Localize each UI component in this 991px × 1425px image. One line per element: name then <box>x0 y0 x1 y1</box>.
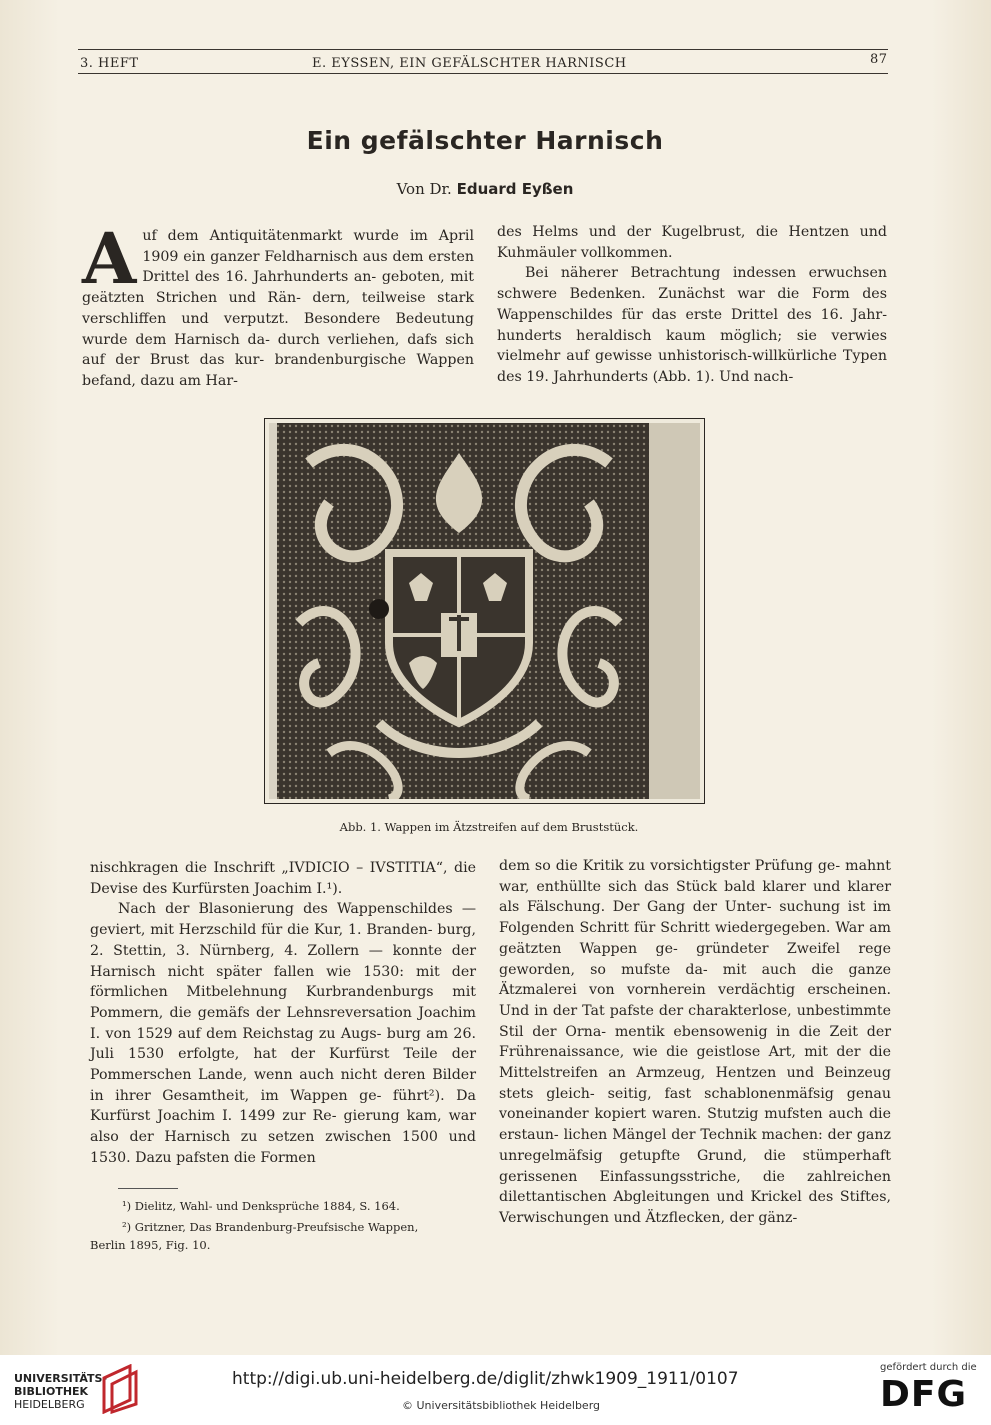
column-bottom-left <box>90 858 476 1169</box>
text-line: ersten Drittel des 16. Jahrhunderts an- <box>142 248 474 286</box>
byline <box>0 180 970 198</box>
funding-label: gefördert durch die <box>880 1362 977 1373</box>
text-line: mit Pommern, die gemäfs der Lehnsreversation <box>90 984 476 1021</box>
text-line: hunderts heraldisch kaum möglich; sie verwies <box>497 327 887 344</box>
drop-cap: A <box>82 217 137 300</box>
paragraph <box>497 222 887 263</box>
text-line: burg am 26. Juli 1530 erfolgte, hat der Kurfürst <box>90 1025 476 1063</box>
library-line-1: UNIVERSITÄTS- <box>14 1372 108 1385</box>
text-line: geboten, mit geätzten Strichen und Rän- <box>82 269 474 307</box>
library-line-3: HEIDELBERG <box>14 1398 85 1411</box>
text-line: der charakterlose, unbestimmte Stil der Orna- <box>499 1002 891 1040</box>
footnote-rule <box>118 1188 178 1189</box>
text-line: mentik ebensowenig in die Zeit der Frührenaissance, <box>499 1023 891 1061</box>
byline-prefix: Von Dr. <box>396 180 452 198</box>
paragraph <box>90 899 476 1168</box>
text-line: führt²). Da Kurfürst Joachim I. 1499 zur Re- <box>90 1087 476 1125</box>
column-top-left <box>82 217 475 392</box>
copyright-notice: © Universitätsbibliothek Heidelberg <box>402 1399 601 1412</box>
text-line: durch verliehen, dafs sich auf der Brust das kur- <box>82 331 475 369</box>
paragraph-intro <box>82 217 475 392</box>
text-line: des Helms und der Kugelbrust, die Hentzen und <box>497 224 887 240</box>
text-line: unregelmäfsig getupfte Grund, die stümperhaft <box>499 1147 891 1164</box>
header-rule-bottom <box>78 73 888 74</box>
paragraph <box>90 858 476 899</box>
column-bottom-right <box>499 856 891 1229</box>
text-line: deren Bilder in ihrer Gesamtheit, im Wappen ge- <box>90 1067 476 1104</box>
text-line: Nach der Blasonierung des Wappenschildes <box>118 901 462 918</box>
text-line: lichen Mängel der Technik machen: der ganz <box>563 1127 892 1144</box>
text-line: seitig, fast schablonenmäfsig genau voneinander <box>499 1085 891 1123</box>
permalink-url[interactable]: http://digi.ub.uni-heidelberg.de/diglit/zhwk1909_1911/0107 <box>232 1369 739 1389</box>
figure-coat-of-arms <box>264 418 705 804</box>
header-running-title: E. EYSSEN, EIN GEFÄLSCHTER HARNISCH <box>312 56 627 71</box>
article-title: Ein gefälschter Harnisch <box>306 126 664 155</box>
text-line: Teile der Pommerschen Lande, wenn auch nicht <box>90 1046 476 1084</box>
header-rule-top <box>78 49 888 50</box>
text-line: Joachim I. von 1529 auf dem Reichstag zu Augs- <box>90 1004 476 1042</box>
footer-bar <box>0 1355 991 1425</box>
text-line: gerissenen Einfassungsstriche, die zahlreichen <box>499 1168 891 1185</box>
text-line: Besondere Bedeutung wurde dem Harnisch da- <box>82 310 474 348</box>
dfg-logo: DFG <box>880 1374 968 1415</box>
text-line: 1909 ein ganzer Feldharnisch aus dem <box>142 248 429 265</box>
text-line: die Devise des Kurfürsten Joachim I.¹). <box>90 860 476 897</box>
text-line: wiedergegeben. War am geätzten Wappen ge- <box>499 920 891 957</box>
text-line: dern, teilweise stark verschliffen und verputzt. <box>82 290 474 327</box>
text-line: mit auch die ganze Ätzmalerei von vornherein <box>499 961 891 999</box>
library-line-2: BIBLIOTHEK <box>14 1385 89 1398</box>
text-line: gründeter Zweifel rege geworden, so mufste da- <box>499 940 892 978</box>
text-line: dem so die Kritik zu vorsichtigster Prüfung ge- <box>499 858 846 874</box>
text-line: verdächtig erscheinen. Und in der Tat pafste <box>499 982 891 1019</box>
text-line: schwere Bedenken. Zunächst war die Form des <box>497 286 887 303</box>
paragraph <box>497 263 887 387</box>
text-line: kopiert waren. Stutzig mufsten auch die erstaun- <box>499 1106 891 1144</box>
text-line: mahnt war, enthüllte sich das Stück bald klarer <box>499 858 891 895</box>
footnote-2: ²) Gritzner, Das Brandenburg-Preufsische Wappen, <box>122 1220 419 1234</box>
text-line: brandenburgische Wappen befand, dazu am Har- <box>82 352 474 389</box>
text-line: suchung ist im Folgenden Schritt für Schritt <box>499 899 891 937</box>
text-line: uf dem Antiquitätenmarkt wurde im April <box>142 228 474 244</box>
text-line: Wappenschildes für das erste Drittel des 16. Jahr- <box>497 306 887 323</box>
etching-illustration <box>269 423 700 799</box>
text-line: gierung kam, war also der Harnisch zu setzen <box>90 1108 476 1146</box>
text-line: an Armzeug, Hentzen und Beinzeug stets gleich- <box>499 1065 891 1102</box>
column-top-right <box>497 222 887 388</box>
text-line: burg, 2. Stettin, 3. Nürnberg, 4. Zollern — konnte <box>90 922 476 959</box>
text-line: der Harnisch nicht später fallen wie 1530: mit <box>90 942 476 980</box>
text-line: wie die geistlose Art, mit der die Mittelstreifen <box>499 1044 891 1082</box>
paragraph <box>499 856 891 1229</box>
text-line: zwischen 1500 und 1530. Dazu pafsten die Formen <box>90 1129 476 1166</box>
footnote-2-cont: Berlin 1895, Fig. 10. <box>90 1238 211 1252</box>
text-line: und klarer als Fälschung. Der Gang der Unter- <box>499 878 892 916</box>
byline-author: Eduard Eyßen <box>456 180 574 198</box>
header-section: 3. HEFT <box>80 56 139 71</box>
text-line: — geviert, mit Herzschild für die Kur, 1. Branden- <box>90 901 476 939</box>
text-line: Kuhmäuler vollkommen. <box>497 244 673 261</box>
library-logo-icon <box>100 1364 140 1414</box>
text-line: dilettantischen Abgleitungen und Krickel des <box>499 1189 840 1206</box>
text-line: der förmlichen Mitbelehnung Kurbrandenburgs <box>90 963 476 1001</box>
text-line: Bei näherer Betrachtung indessen erwuchsen <box>525 265 887 282</box>
footnote-1: ¹) Dielitz, Wahl- und Denksprüche 1884, S. 164. <box>122 1199 400 1213</box>
text-line: Typen des 19. Jahrhunderts (Abb. 1). Und nach- <box>497 348 887 385</box>
library-name <box>14 1372 107 1411</box>
text-line: Stiftes, Verwischungen und Ätzflecken, der gänz- <box>499 1189 891 1226</box>
page-number: 87 <box>870 52 888 67</box>
text-line: nischkragen die Inschrift „IVDICIO – IVSTITIA“, <box>90 860 454 876</box>
text-line: vielmehr auf gewisse unhistorisch-willkürliche <box>497 348 843 365</box>
figure-caption: Abb. 1. Wappen im Ätzstreifen auf dem Bruststück. <box>339 820 639 834</box>
